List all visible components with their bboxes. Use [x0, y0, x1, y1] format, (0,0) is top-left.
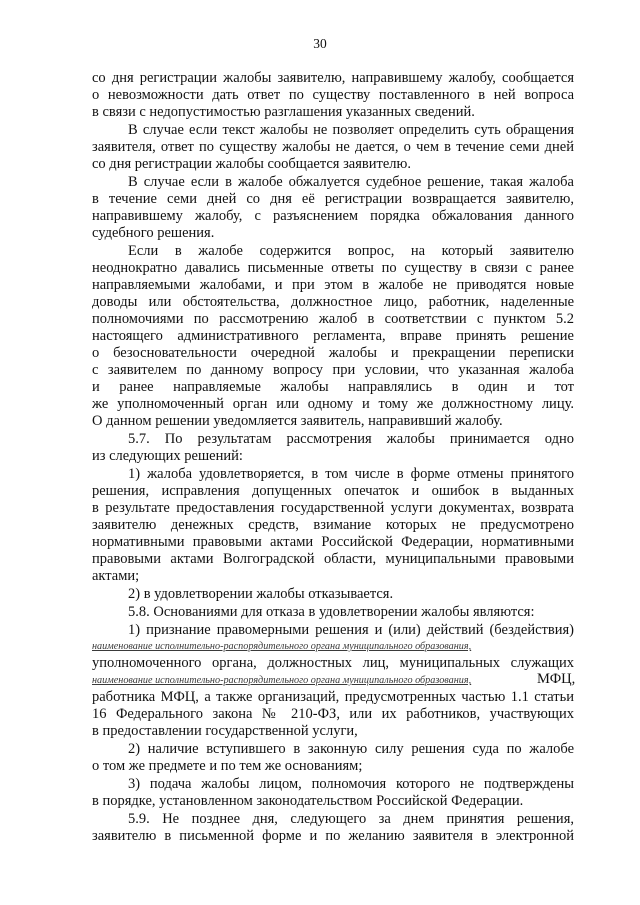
text-line: 2) в удовлетворении жалобы отказывается.	[128, 586, 394, 602]
text-line: полномочиями по рассмотрению жалоб в соответствии с пунктом 5.2	[92, 311, 574, 327]
text-line: о том же предмете и по тем же основаниям;	[92, 758, 363, 774]
text-line: решения, исправления допущенных опечаток и ошибок в выданных	[92, 483, 574, 499]
text-line: в результате предоставления государственной услуги документах, возврата	[92, 500, 574, 516]
text-line: В случае если текст жалобы не позволяет определить суть обращения	[128, 122, 574, 138]
text-line: направляемыми жалобами, и при этом в жалобе не приводятся новые	[92, 277, 574, 293]
text-line: о безосновательности очередной жалобы и прекращении переписки	[92, 345, 574, 361]
text-line: неоднократно давались письменные ответы по существу в связи с ранее	[92, 260, 574, 276]
text-line: 16 Федерального закона № 210-ФЗ, или их работников, участвующих	[92, 706, 574, 722]
underlined-placeholder: наименование исполнительно-распорядительного органа муниципального образования,	[92, 641, 472, 652]
text-line: заявителю в письменной форме и по желанию заявителя в электронной	[92, 828, 574, 844]
text-line: 2) наличие вступившего в законную силу решения суда по жалобе	[128, 741, 574, 757]
text-line: МФЦ,	[537, 671, 576, 687]
text-line: в течение семи дней со дня её регистрации возвращается заявителю,	[92, 191, 574, 207]
text-line: в предоставлении государственной услуги,	[92, 723, 358, 739]
text-line: со дня регистрации жалобы заявителю, направившему жалобу, сообщается	[92, 70, 574, 86]
text-line: правовыми актами Волгоградской области, муниципальными правовыми	[92, 551, 574, 567]
text-line: заявителю денежных средств, взимание которых не предусмотрено	[92, 517, 574, 533]
text-line: 5.7. По результатам рассмотрения жалобы принимается одно	[128, 431, 574, 447]
text-line: уполномоченного органа, должностных лиц, муниципальных служащих	[92, 655, 574, 671]
text-line: 3) подача жалобы лицом, полномочия которого не подтверждены	[128, 776, 574, 792]
text-line: О данном решении уведомляется заявитель, направивший жалобу.	[92, 413, 503, 429]
text-line: со дня регистрации жалобы сообщается заявителю.	[92, 156, 411, 172]
text-line: настоящего административного регламента, вправе принять решение	[92, 328, 574, 344]
text-line: же уполномоченный орган или одному и тому же должностному лицу.	[92, 396, 574, 412]
text-line: в порядке, установленном законодательством Российской Федерации.	[92, 793, 524, 809]
text-line: В случае если в жалобе обжалуется судебное решение, такая жалоба	[128, 174, 574, 190]
text-line: 1) жалоба удовлетворяется, в том числе в форме отмены принятого	[128, 466, 574, 482]
page-number: 30	[313, 36, 327, 51]
text-line: 5.8. Основаниями для отказа в удовлетворении жалобы являются:	[128, 604, 535, 620]
underlined-placeholder: наименование исполнительно-распорядительного органа муниципального образования,	[92, 675, 472, 686]
text-line: судебного решения.	[92, 225, 215, 241]
text-line: нормативными правовыми актами Российской Федерации, нормативными	[92, 534, 574, 550]
text-line: из следующих решений:	[92, 448, 243, 464]
text-line: с заявителем по данному вопросу при условии, что указанная жалоба	[92, 362, 574, 378]
text-line: работника МФЦ, а также организаций, предусмотренных частью 1.1 статьи	[92, 689, 574, 705]
text-line: актами;	[92, 568, 140, 584]
text-line: заявителя, ответ по существу жалобы не дается, о чем в течение семи дней	[92, 139, 574, 155]
text-line: Если в жалобе содержится вопрос, на который заявителю	[128, 243, 574, 259]
text-line: о невозможности дать ответ по существу поставленного в ней вопроса	[92, 87, 574, 103]
text-line: направившему жалобу, с разъяснением порядка обжалования данного	[92, 208, 574, 224]
text-line: 5.9. Не позднее дня, следующего за днем принятия решения,	[128, 811, 574, 827]
text-line: в связи с недопустимостью разглашения указанных сведений.	[92, 104, 475, 120]
text-line: доводы или обстоятельства, должностное лицо, работник, наделенные	[92, 294, 574, 310]
text-line: и ранее направляемые жалобы направлялись в один и тот	[92, 379, 574, 395]
text-line: 1) признание правомерными решения и (или) действий (бездействия)	[128, 622, 574, 638]
